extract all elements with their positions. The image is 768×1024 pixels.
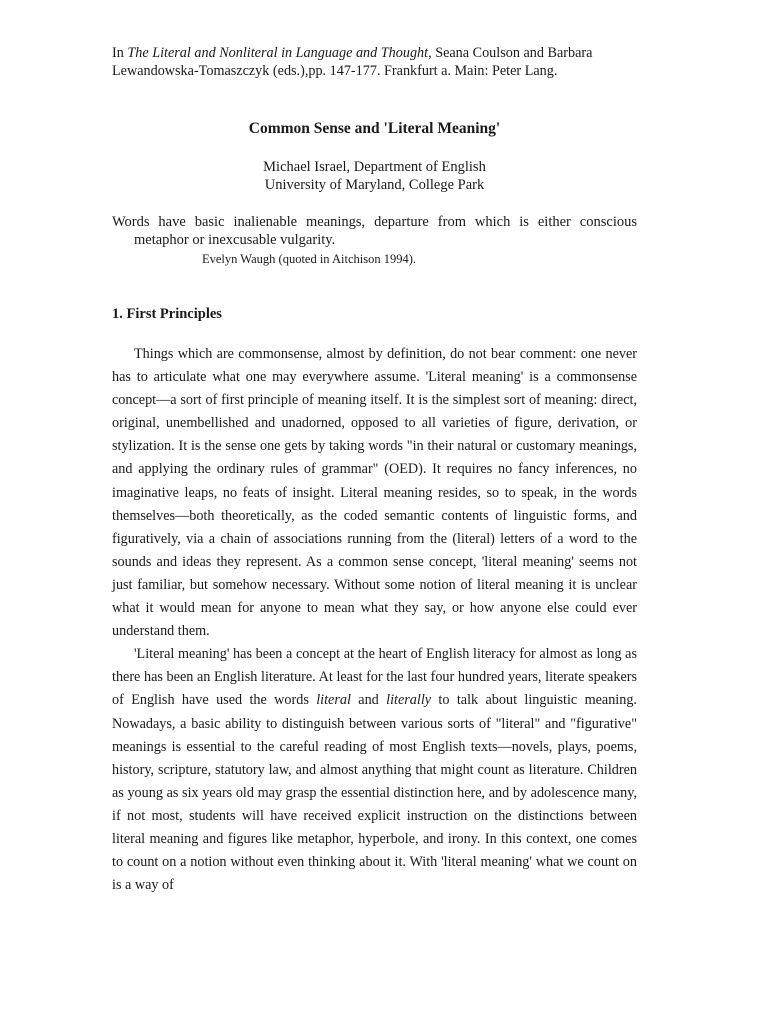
italic-word-literally: literally [386,692,432,709]
paragraph-2-part-3: to talk about linguistic meaning. Nowadays, a basic ability to distinguish between various sorts of "literal" and "figurative" meanings is essential to the careful reading of most English texts—novels, plays, poems, history, scripture, statutory law, and almost anything that might count as literature. Children as young as six years old may grasp the essential distinction here, and by adolescence many, if not most, students will have received explicit instruction on the distinctions between literal meaning and figures like metaphor, hyperbole, and irony. In this context, one comes to count on a notion without even thinking about it. With 'literal meaning' what we count on is a way of [112,692,637,894]
author-affiliation-line: University of Maryland, College Park [264,177,485,193]
citation-book-title: The Literal and Nonliteral in Language and Thought [127,45,429,61]
citation-prefix: In [112,45,128,61]
author-name-line: Michael Israel, Department of English [263,159,486,175]
paragraph-2-part-2: and [350,692,387,709]
epigraph-attribution: Evelyn Waugh (quoted in Aitchison 1994). [202,252,417,266]
epigraph-quote: Words have basic inalienable meanings, departure from which is either conscious metaphor or inexcusable vulgarity. [112,214,637,248]
paragraph-2-part-1: 'Literal meaning' has been a concept at the heart of English literacy for almost as long as there has been an English literature. At least for the last four hundred years, literate speakers of English have used the words [112,646,637,709]
citation-suffix: , Seana Coulson and Barbara Lewandowska-Tomaszczyk (eds.),pp. 147-177. Frankfurt a. Main: Peter Lang. [112,45,593,79]
document-page [112,44,637,897]
paper-title: Common Sense and 'Literal Meaning' [248,120,501,137]
paragraph-2 [112,643,637,897]
citation [112,44,637,80]
section-heading: 1. First Principles [112,306,222,322]
author-block [112,158,637,194]
body-text [112,343,637,897]
paragraph-1: Things which are commonsense, almost by definition, do not bear comment: one never has to articulate what one may everywhere assume. 'Literal meaning' is a commonsense concept—a sort of first principle of meaning itself. It is the simplest sort of meaning: direct, original, unembellished and unadorned, opposed to all varieties of figure, derivation, or stylization. It is the sense one gets by taking words "in their natural or customary meanings, and applying the ordinary rules of grammar" (OED). It requires no fancy inferences, no imaginative leaps, no feats of insight. Literal meaning resides, so to speak, in the words themselves—both theoretically, as the coded semantic contents of linguistic forms, and figuratively, via a chain of associations running from the (literal) letters of a word to the sounds and ideas they represent. As a common sense concept, 'literal meaning' seems not just familiar, but somehow necessary. Without some notion of literal meaning it is unclear what it would mean for anyone to mean what they say, or how anyone else could ever understand them. [112,346,637,640]
italic-word-literal: literal [316,692,351,709]
